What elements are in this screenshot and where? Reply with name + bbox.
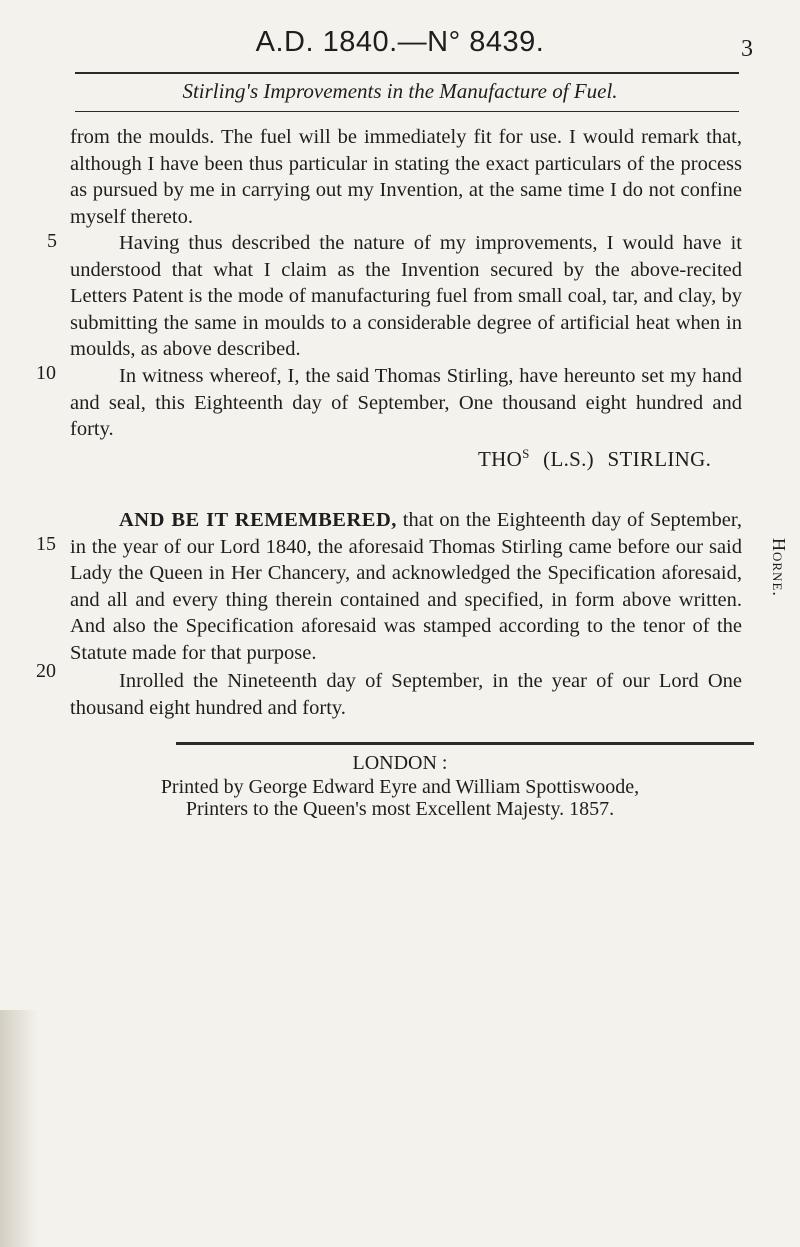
signature-seal: (L.S.): [543, 447, 594, 471]
imprint-place: LONDON :: [352, 752, 448, 774]
page-fold-shadow: [0, 1010, 38, 1247]
signature-thos: THO: [478, 447, 523, 471]
line-number-20: 20: [36, 660, 56, 682]
paragraph-5-text: Inrolled the Nineteenth day of September, in the year of our Lord One thousand eight hundred and forty.: [70, 670, 742, 719]
paragraph-1-text: from the moulds. The fuel will be immediately fit for use. I would remark that, although I have been thus particular in stating the exact particulars of the process as pursued by me in carrying out my Invention, at the same time I do not confine myself thereto.: [70, 126, 742, 228]
imprint: [0, 752, 800, 774]
page-header-title: A.D. 1840.—N° 8439.: [255, 26, 545, 58]
side-stamp: Horne.: [769, 538, 789, 597]
running-subtitle: Stirling's Improvements in the Manufacture of Fuel.: [182, 79, 618, 103]
paragraph-remembered: [70, 507, 742, 666]
paragraph-3-text: In witness whereof, I, the said Thomas Stirling, have hereunto set my hand and seal, this Eighteenth day of September, One thousand eight hundred and forty.: [70, 365, 742, 440]
paragraph-inrolled: [70, 668, 742, 721]
header-rule-top: [75, 72, 739, 74]
line-number-10: 10: [36, 362, 56, 384]
paragraph-witness: [70, 363, 742, 443]
paragraph-4-text: that on the Eighteenth day of September, in the year of our Lord 1840, the aforesaid Thomas Stirling came before our said Lady the Queen in Her Chancery, and acknowledged the Specification aforesaid, and all and every thing therein contained and specified, in form above written. And also the Specification aforesaid was stamped according to the tenor of the Statute made for that purpose.: [70, 509, 742, 664]
imprint-rule: [176, 742, 754, 745]
paragraph-continuation: [70, 124, 742, 230]
imprint-lines: [0, 776, 800, 820]
signature-line: [478, 446, 711, 472]
line-number-15: 15: [36, 533, 56, 555]
header-rule-bottom: [75, 111, 739, 112]
line-number-5: 5: [47, 230, 57, 252]
paragraph-2-text: Having thus described the nature of my improvements, I would have it understood that what I claim as the Invention secured by the above-recited Letters Patent is the mode of manufacturing fuel from small coal, tar, and clay, by submitting the same in moulds to a considerable degree of artificial heat when in moulds, as above described.: [70, 232, 742, 360]
page-number: 3: [741, 36, 753, 62]
imprint-line-1: Printed by George Edward Eyre and William Spottiswoode,: [160, 776, 640, 798]
paragraph-4: [70, 507, 742, 666]
remembered-lead: AND BE IT REMEMBERED,: [119, 509, 397, 531]
signature-sup: S: [522, 446, 530, 461]
signature-name: STIRLING.: [607, 447, 712, 471]
imprint-line-2: Printers to the Queen's most Excellent Majesty. 1857.: [185, 798, 615, 820]
paragraph-claim: [70, 230, 742, 363]
